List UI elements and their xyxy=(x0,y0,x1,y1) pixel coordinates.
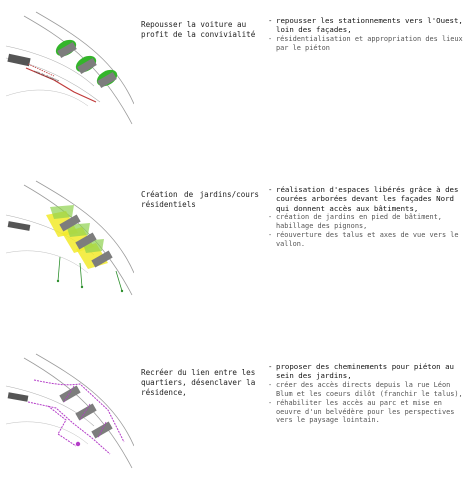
bullet-item: - création de jardins en pied de bâtiment, habillage des pignons, xyxy=(268,213,468,231)
section-title: Repousser la voiture au profit de la convivialité xyxy=(141,20,256,39)
bullet-list xyxy=(268,362,468,425)
pedestrian-path xyxy=(48,406,76,446)
site-plan-gardens-svg xyxy=(4,177,134,297)
bullet-item: - réalisation d'espaces libérés grâce à des courées arborées devant les façades Nord qui donnent accès aux bâtiments, xyxy=(268,185,468,213)
map-label: voie de résidence xyxy=(33,69,60,83)
bullet-list xyxy=(268,16,468,53)
bullet-item: - résidentialisation et appropriation des lieux par le piéton xyxy=(268,35,468,53)
section-title: Création de jardins/cours résidentiels xyxy=(141,190,259,209)
parking-area xyxy=(8,221,31,231)
bullet-list xyxy=(268,185,468,249)
bullet-item: - repousser les stationnements vers l'Ouest, loin des façades, xyxy=(268,16,468,35)
building xyxy=(75,404,96,421)
belvedere-marker xyxy=(76,442,80,446)
building xyxy=(59,386,80,403)
bullet-item: - réouverture des talus et axes de vue vers le vallon. xyxy=(268,231,468,249)
bullet-item: - créer des accès directs depuis la rue Léon Blum et les coeurs dilôt (franchir le talus), xyxy=(268,381,468,399)
section-parking xyxy=(0,0,472,160)
bullet-item: - réhabiliter les accès au parc et mise en oeuvre d'un belvédère pour les perspectives vers le paysage lointain. xyxy=(268,399,468,426)
parking-area xyxy=(8,392,29,401)
site-plan-gardens xyxy=(4,177,134,297)
section-title: Recréer du lien entre les quartiers, désenclaver la résidence, xyxy=(141,368,256,397)
section-links xyxy=(0,340,472,480)
site-plan-parking xyxy=(4,6,134,126)
building xyxy=(91,422,112,439)
bullet-item: - proposer des cheminements pour piéton au sein des jardins, xyxy=(268,362,468,381)
site-plan-links xyxy=(4,350,134,470)
parking-area xyxy=(7,54,30,66)
site-plan-parking-svg xyxy=(4,6,134,126)
site-plan-links-svg xyxy=(4,350,134,470)
section-gardens xyxy=(0,165,472,315)
